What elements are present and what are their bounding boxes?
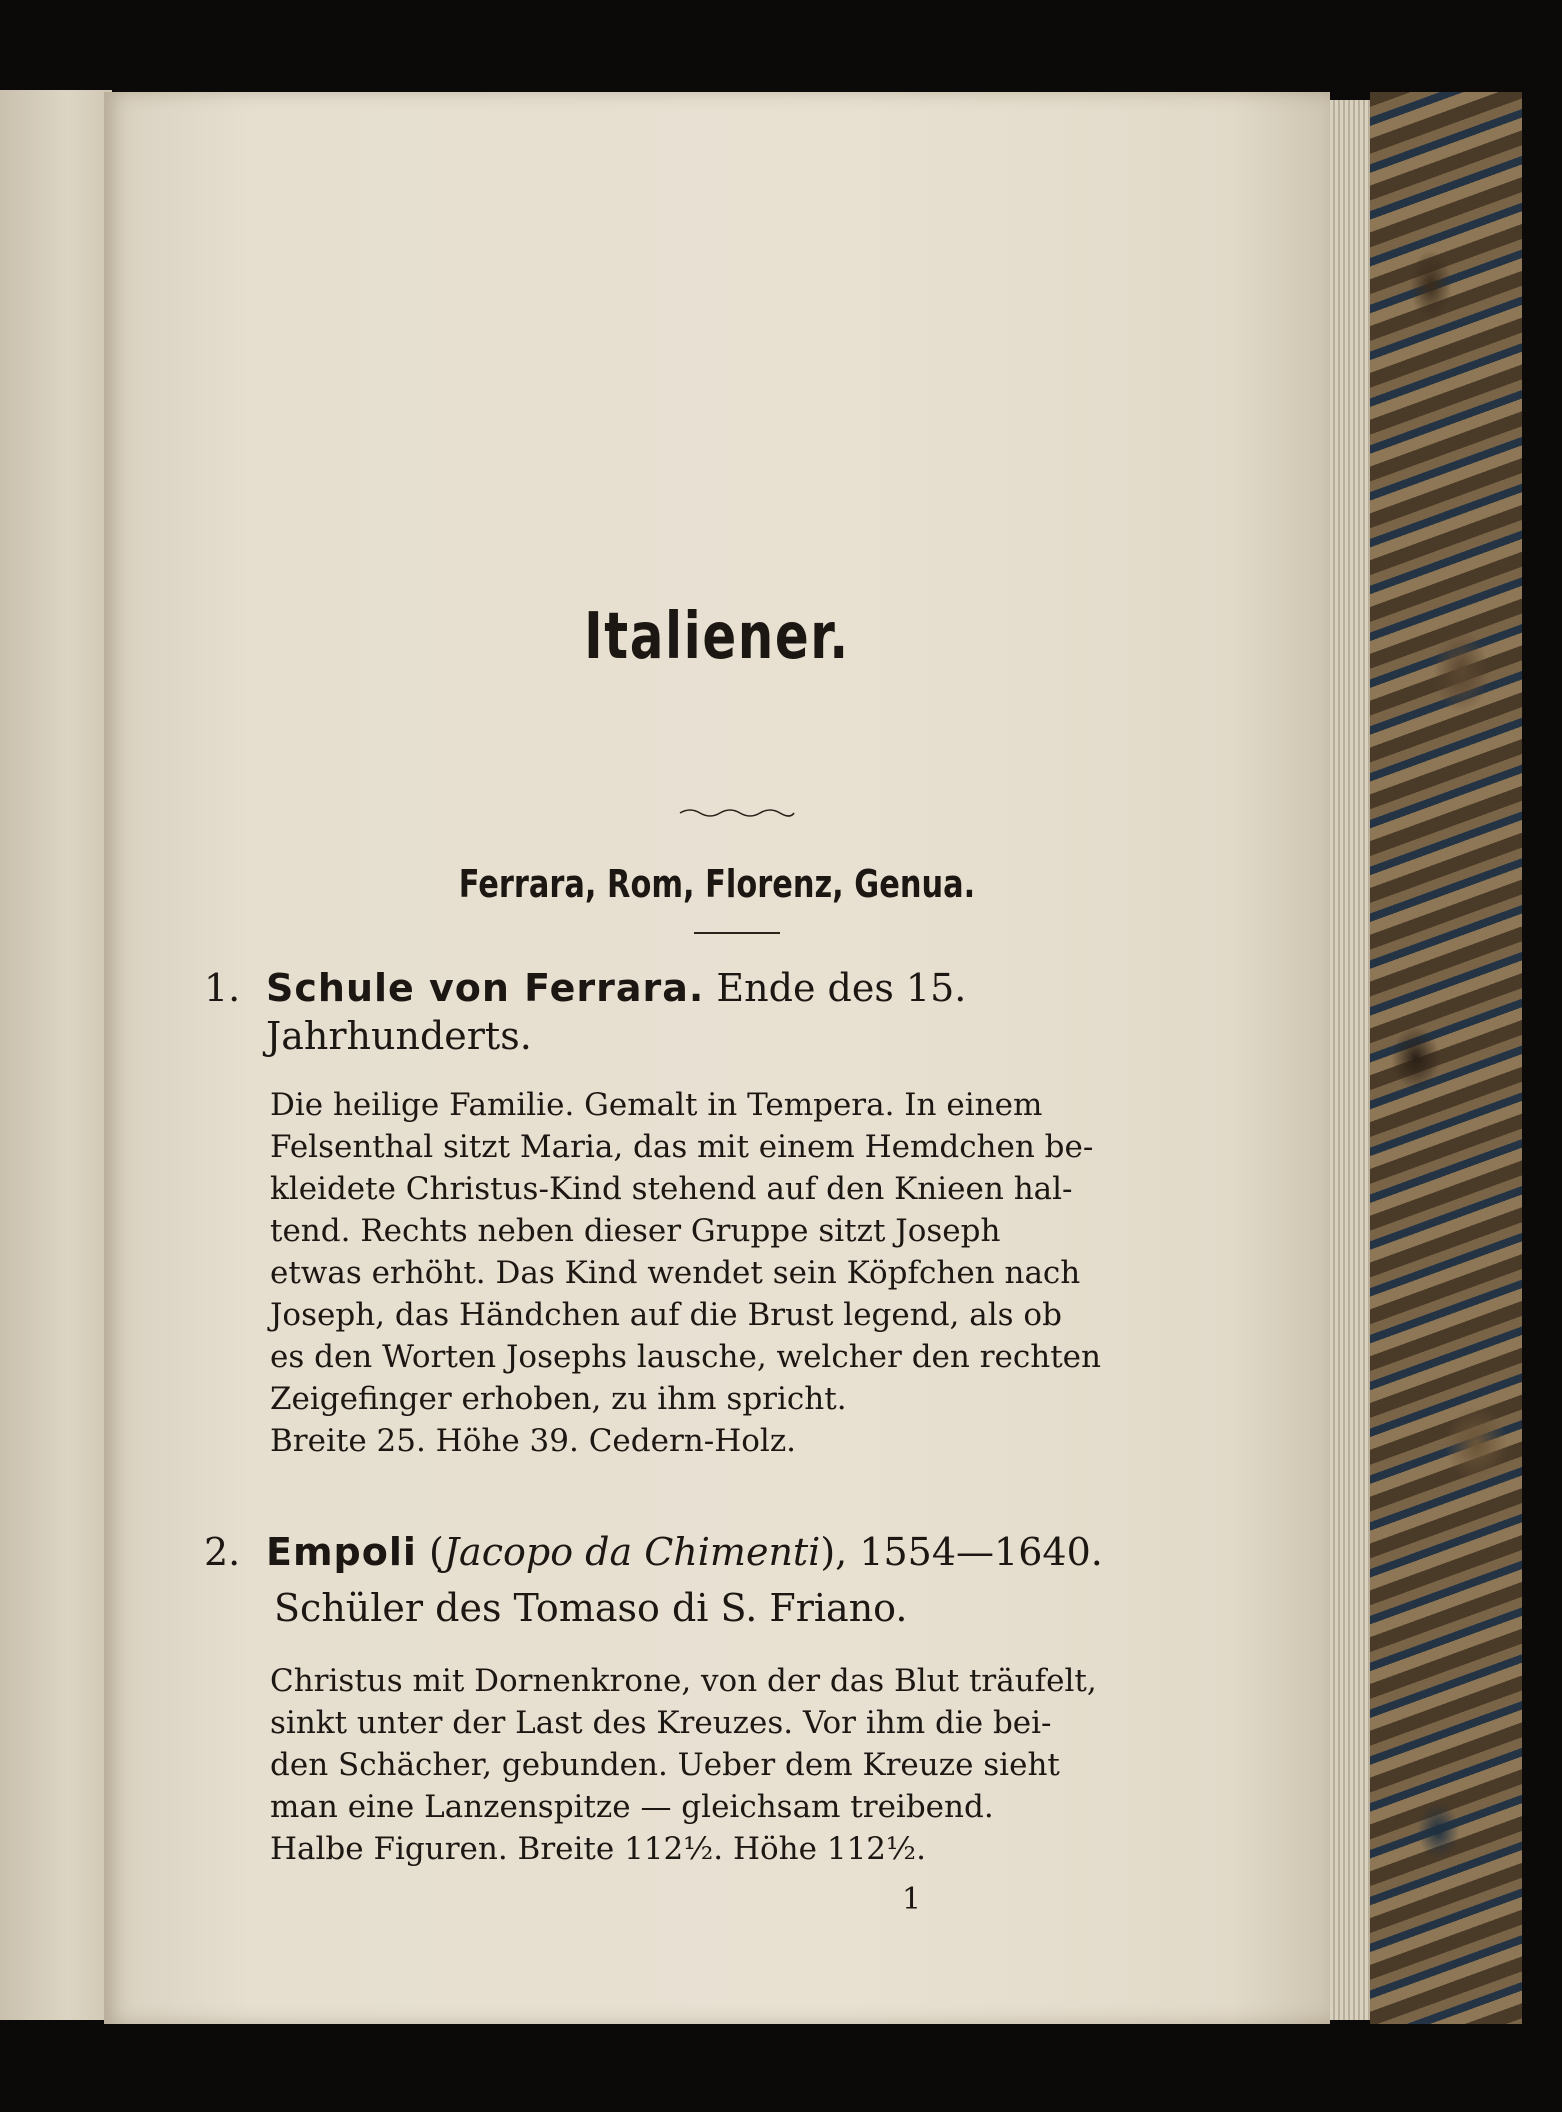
- text-line: man eine Lanzenspitze — gleichsam treibend.: [270, 1789, 994, 1825]
- entry-2-head-italic: Jacopo da Chimenti: [443, 1530, 821, 1574]
- entry-2-name: Empoli: [266, 1530, 417, 1574]
- entry-1-heading-line2: Jahrhunderts.: [266, 1014, 532, 1058]
- flourish-ornament: [678, 806, 796, 820]
- text-line: Felsenthal sitzt Maria, das mit einem Hemdchen be-: [270, 1129, 1094, 1165]
- text-line: Breite 25. Höhe 39. Cedern-Holz.: [270, 1423, 797, 1459]
- text-line: Joseph, das Händchen auf die Brust legend, als ob: [270, 1297, 1062, 1333]
- entry-1-body: [270, 1084, 1101, 1462]
- entry-2-head-rest-pre: (: [416, 1530, 444, 1574]
- text-line: den Schächer, gebunden. Ueber dem Kreuze sieht: [270, 1747, 1060, 1783]
- section-subtitle: Ferrara, Rom, Florenz, Genua.: [458, 862, 976, 906]
- text-line: es den Worten Josephs lausche, welcher den rechten: [270, 1339, 1101, 1375]
- entry-2-head-rest-post: ), 1554—1640.: [820, 1530, 1103, 1574]
- text-line: Zeigefinger erhoben, zu ihm spricht.: [270, 1381, 847, 1417]
- left-page-edge: [0, 90, 112, 2020]
- section-title: Italiener.: [584, 600, 850, 674]
- entry-1-head-rest: Ende des 15.: [704, 966, 967, 1010]
- text-line: Die heilige Familie. Gemalt in Tempera. In einem: [270, 1087, 1043, 1123]
- page-block-edges: [1330, 100, 1375, 2020]
- text-line: sinkt unter der Last des Kreuzes. Vor ihm die bei-: [270, 1705, 1052, 1741]
- marbled-cover-edge: [1370, 92, 1522, 2024]
- entry-1-number: 1.: [204, 966, 241, 1010]
- entry-2-number: 2.: [204, 1530, 241, 1574]
- divider-rule: [694, 932, 780, 934]
- entry-2-heading-line2: Schüler des Tomaso di S. Friano.: [274, 1586, 908, 1630]
- text-line: Halbe Figuren. Breite 112½. Höhe 112½.: [270, 1831, 926, 1867]
- text-line: tend. Rechts neben dieser Gruppe sitzt Joseph: [270, 1213, 1001, 1249]
- entry-2-heading: [204, 1524, 1103, 1580]
- text-line: etwas erhöht. Das Kind wendet sein Köpfchen nach: [270, 1255, 1081, 1291]
- entry-2-body: [270, 1660, 1097, 1870]
- page-number: 1: [902, 1882, 922, 1917]
- entry-1-name: Schule von Ferrara.: [266, 966, 705, 1010]
- book-page: [104, 92, 1330, 2024]
- text-line: Christus mit Dornenkrone, von der das Blut träufelt,: [270, 1663, 1097, 1699]
- text-line: kleidete Christus-Kind stehend auf den Knieen hal-: [270, 1171, 1073, 1207]
